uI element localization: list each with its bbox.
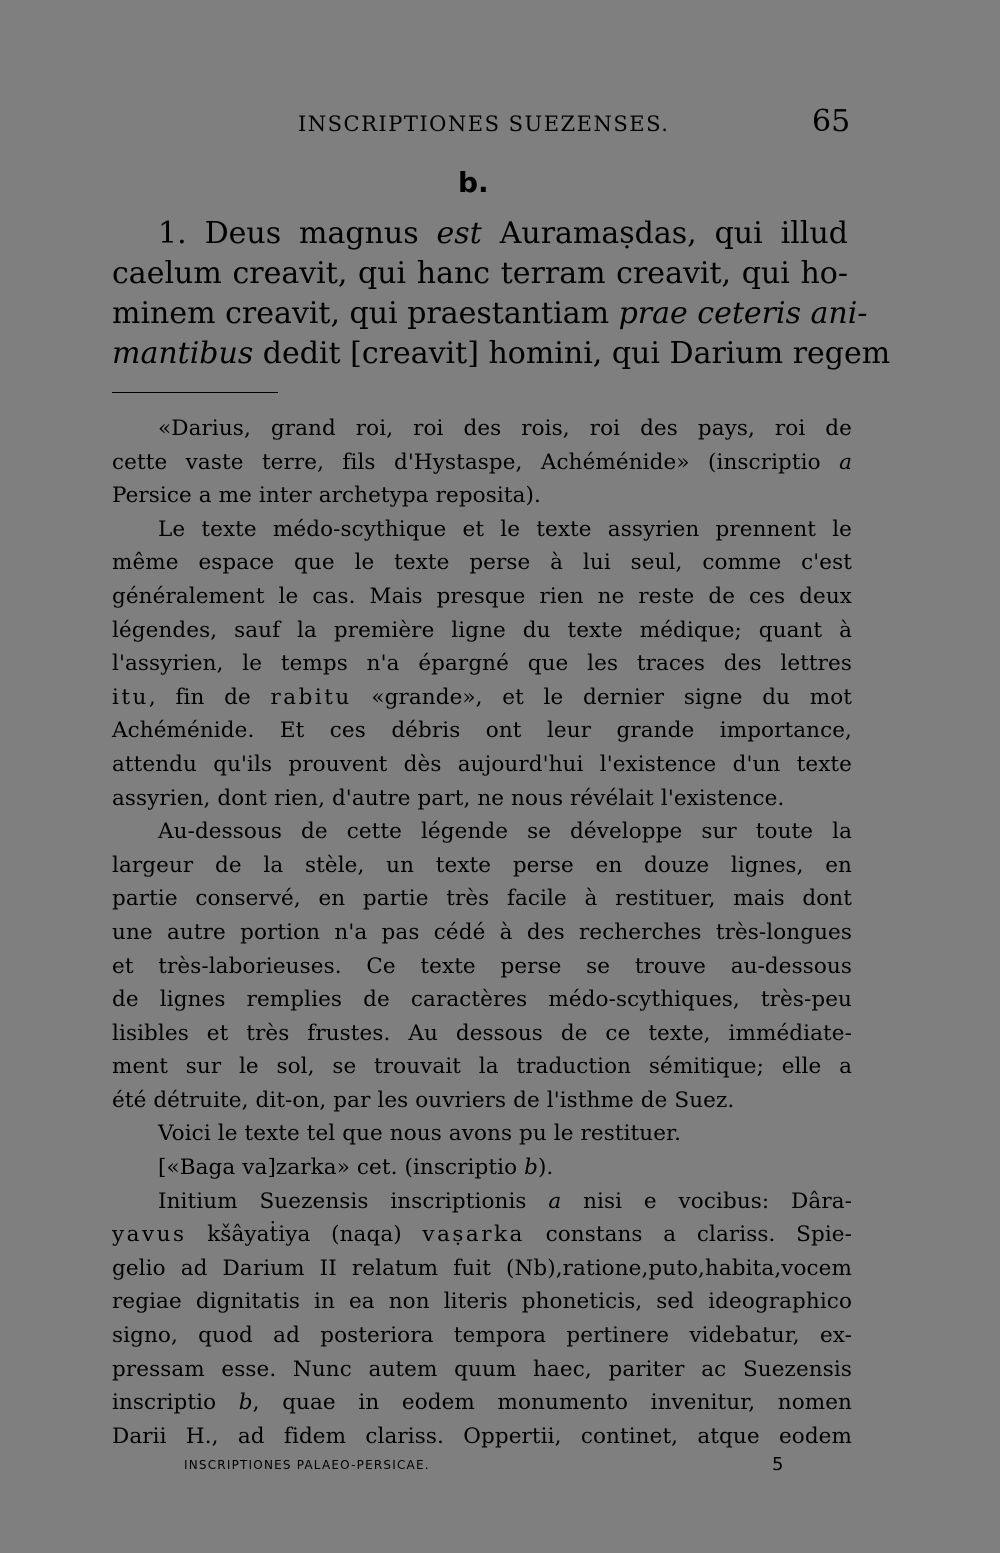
note-line: Achéménide. Et ces débris ont leur grande importance, bbox=[112, 718, 852, 744]
note-line: assyrien, dont rien, d'autre part, ne nous révélait l'existence. bbox=[112, 785, 785, 811]
note-line: largeur de la stèle, un texte perse en douze lignes, en bbox=[112, 852, 852, 878]
note-line: partie conservé, en partie très facile à restituer, mais dont bbox=[112, 886, 852, 912]
note-line: ment sur le sol, se trouvait la traduction sémitique; elle a bbox=[112, 1054, 852, 1080]
note-line: gelio ad Darium II relatum fuit (Nb),ratione,puto,habita,vocem bbox=[112, 1255, 852, 1281]
note-line: Persice a me inter archetypa reposita). bbox=[112, 483, 541, 509]
note-line: Darii H., ad fidem clariss. Oppertii, continet, atque eodem bbox=[112, 1423, 852, 1449]
note-line: généralement le cas. Mais presque rien ne reste de ces deux bbox=[112, 583, 852, 609]
note-line: attendu qu'ils prouvent dès aujourd'hui l'existence d'un texte bbox=[112, 751, 852, 777]
note-line: de lignes remplies de caractères médo-scythiques, très-peu bbox=[112, 987, 852, 1013]
note-line: «Darius, grand roi, roi des rois, roi des pays, roi de bbox=[158, 416, 852, 441]
footnote-text bbox=[112, 412, 852, 1453]
note-line: et très-laborieuses. Ce texte perse se trouve au-dessous bbox=[112, 953, 852, 979]
page-header bbox=[0, 104, 1000, 144]
latin-line-4: mantibus dedit [creavit] homini, qui Darium regem bbox=[112, 336, 891, 371]
note-line: même espace que le texte perse à lui seul, comme c'est bbox=[112, 550, 852, 576]
note-line: pressam esse. Nunc autem quum haec, pariter ac Suezensis bbox=[112, 1356, 852, 1382]
note-line: une autre portion n'a pas cédé à des recherches très-longues bbox=[112, 919, 852, 945]
footnote-rule bbox=[112, 392, 278, 393]
latin-line-1: 1. Deus magnus est Auramaṣdas, qui illud bbox=[158, 216, 848, 251]
section-label: b. bbox=[458, 166, 489, 199]
note-line: Le texte médo-scythique et le texte assyrien prennent le bbox=[158, 516, 852, 542]
page-number: 65 bbox=[812, 104, 851, 139]
note-line: légendes, sauf la première ligne du texte médique; quant à bbox=[112, 617, 852, 643]
running-title: INSCRIPTIONES SUEZENSES. bbox=[298, 112, 670, 136]
printer-signature: INSCRIPTIONES PALAEO-PERSICAE. bbox=[184, 1458, 430, 1472]
note-line: Voici le texte tel que nous avons pu le restituer. bbox=[158, 1121, 682, 1147]
note-line: [«Baga va]zarka» cet. (inscriptio b). bbox=[158, 1155, 554, 1181]
note-line: Au-dessous de cette légende se développe sur toute la bbox=[158, 819, 852, 845]
note-line: lisibles et très frustes. Au dessous de ce texte, immédiate- bbox=[112, 1020, 852, 1046]
note-line: regiae dignitatis in ea non literis phoneticis, sed ideographico bbox=[112, 1289, 852, 1315]
latin-line-2: caelum creavit, qui hanc terram creavit, qui ho- bbox=[112, 256, 848, 291]
note-line: Initium Suezensis inscriptionis a nisi e vocibus: Dâra- bbox=[158, 1188, 852, 1214]
note-line: itu, fin de rabitu «grande», et le dernier signe du mot bbox=[112, 684, 852, 710]
latin-line-3: minem creavit, qui praestantiam prae ceteris ani- bbox=[112, 296, 868, 331]
signature-number: 5 bbox=[772, 1454, 784, 1475]
note-line: été détruite, dit-on, par les ouvriers de l'isthme de Suez. bbox=[112, 1087, 735, 1113]
latin-translation bbox=[112, 214, 891, 374]
note-line: l'assyrien, le temps n'a épargné que les traces des lettres bbox=[112, 651, 852, 677]
note-line: cette vaste terre, fils d'Hystaspe, Achéménide» (inscriptio a bbox=[112, 449, 852, 475]
note-line: yavus kšâyaṫiya (naqa) vaṣarka constans a clariss. Spie- bbox=[112, 1222, 852, 1248]
note-line: inscriptio b, quae in eodem monumento invenitur, nomen bbox=[112, 1390, 852, 1416]
note-line: signo, quod ad posteriora tempora pertinere videbatur, ex- bbox=[112, 1323, 852, 1349]
